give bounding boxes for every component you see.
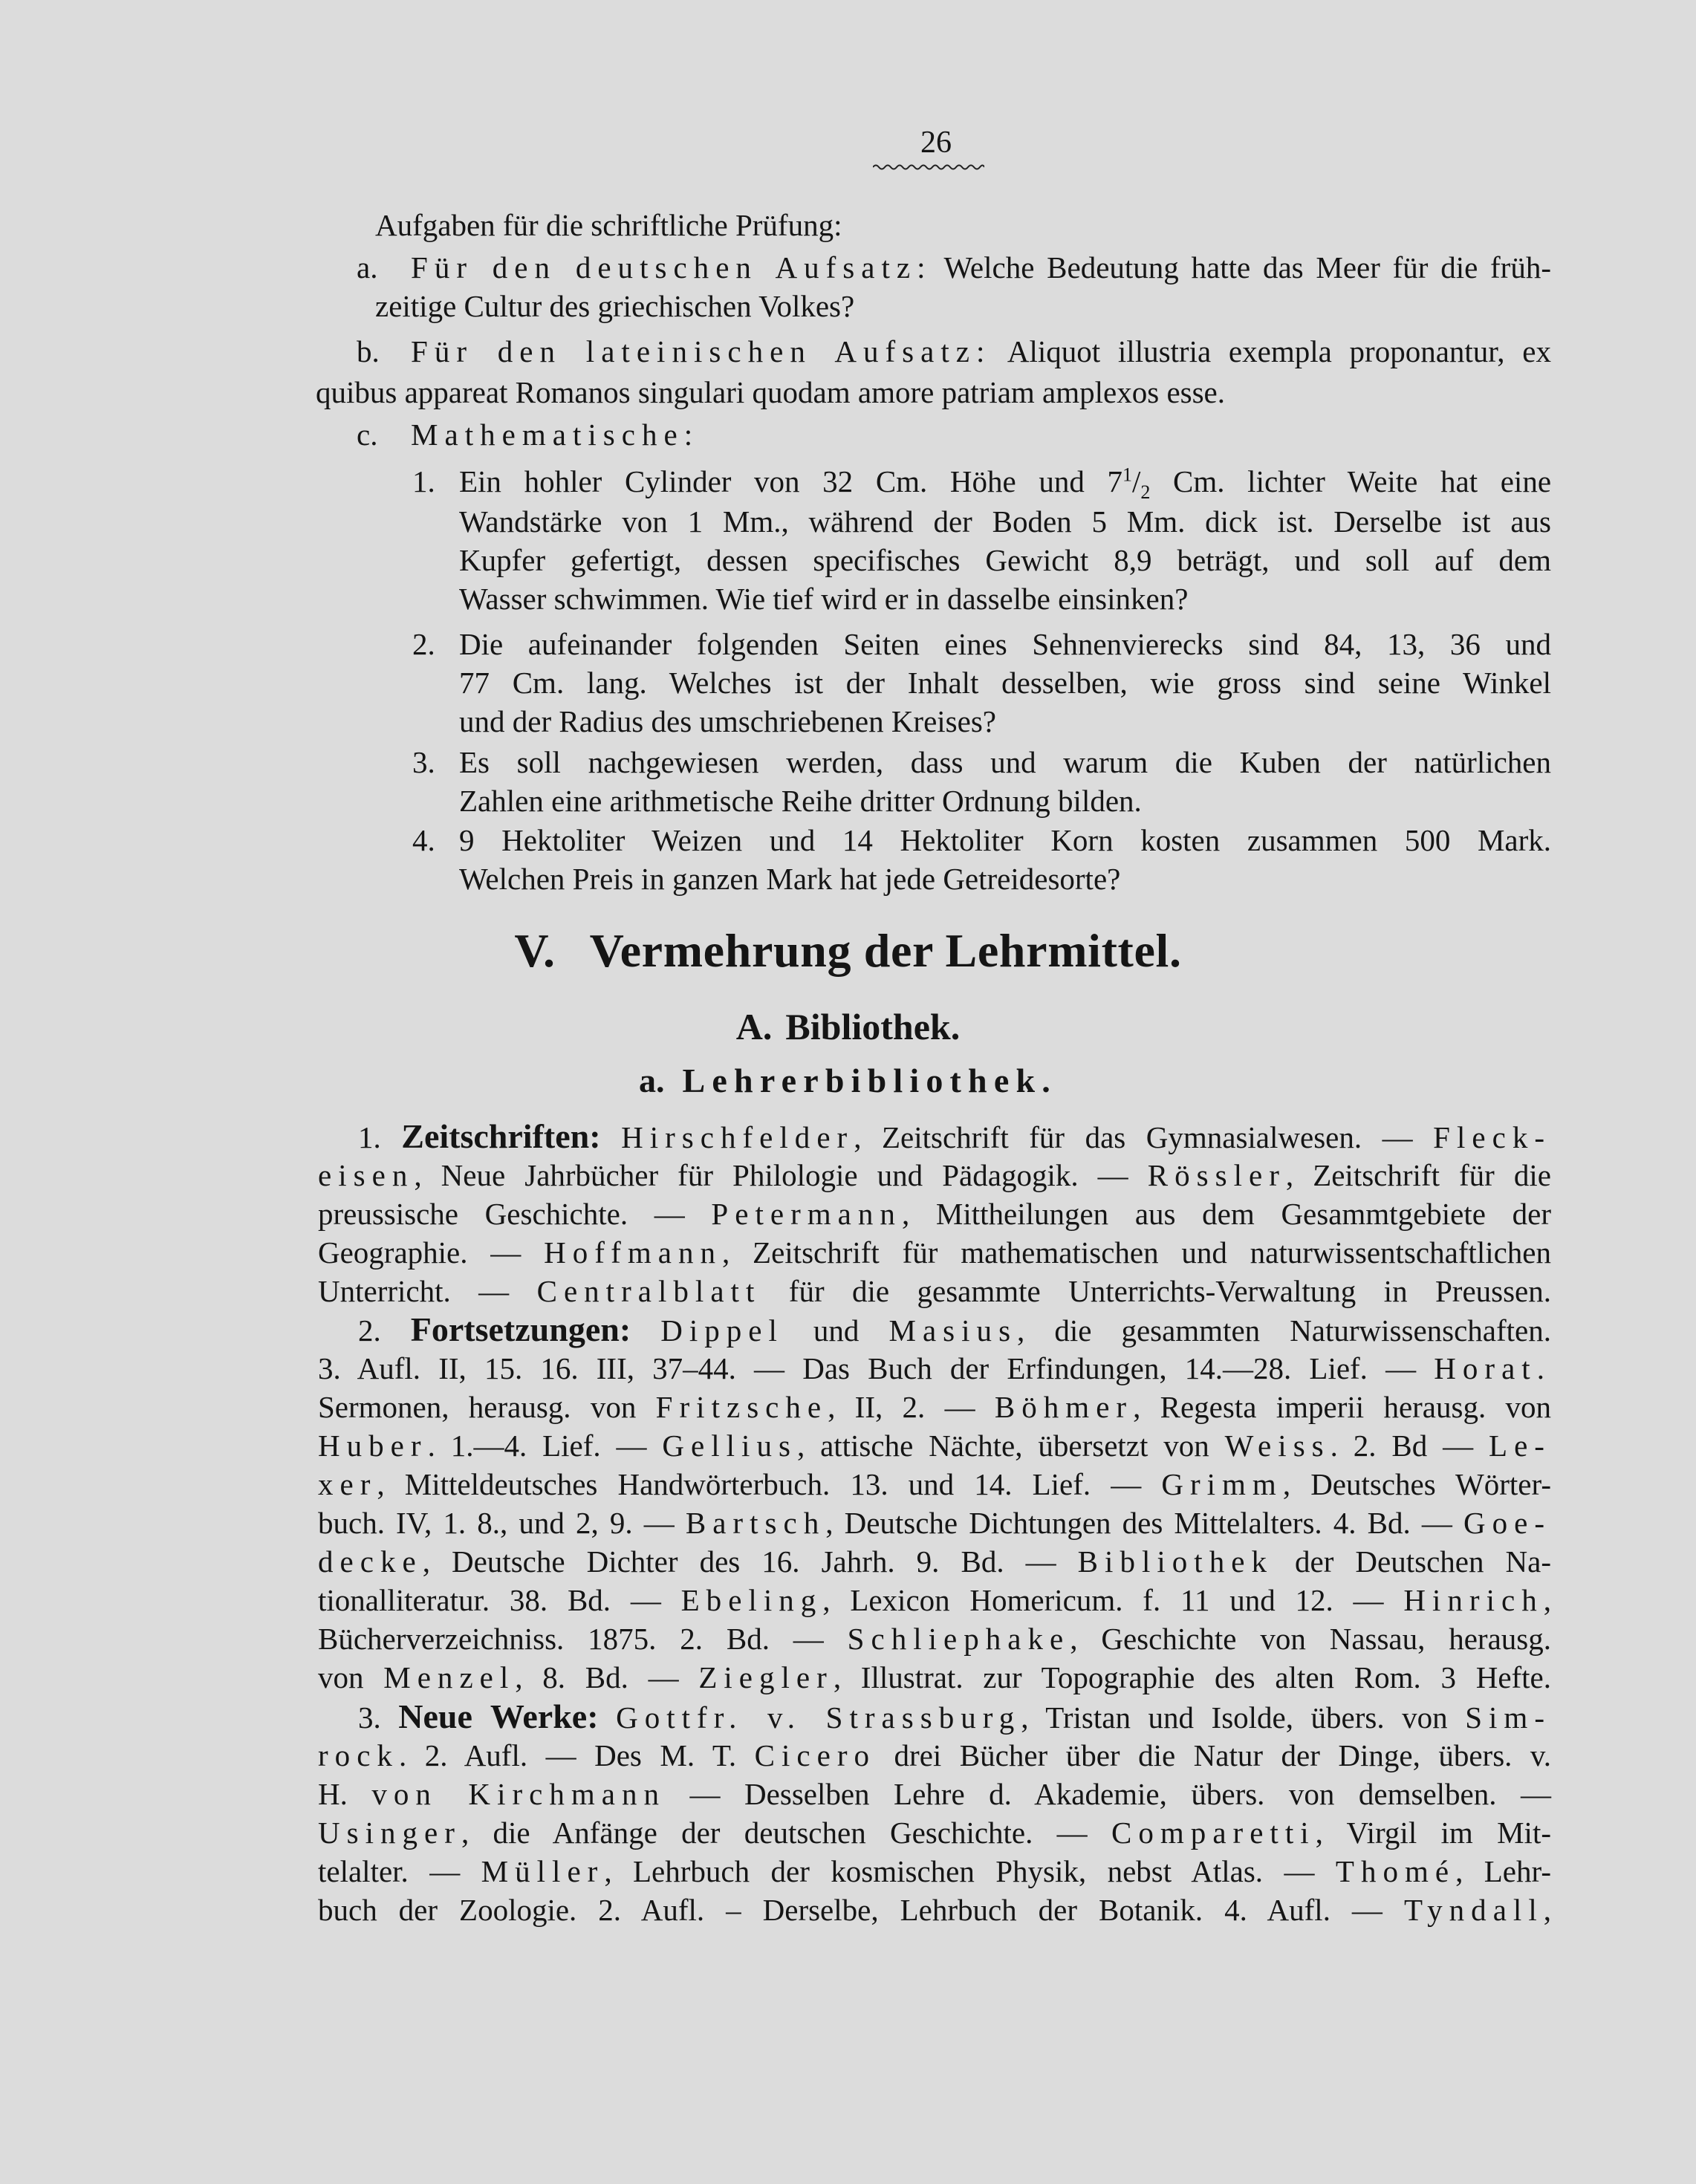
text: , Mitteldeutsches Handwörterbuch. 13. und 14. Lief. — (377, 1467, 1162, 1501)
text: , Lexicon Homericum. f. 11 und 12. — (822, 1583, 1404, 1617)
text: preussische Geschichte. — (318, 1197, 712, 1231)
p2-heading: Fortsetzungen: (410, 1310, 631, 1348)
p3-line-4 (318, 1814, 1551, 1851)
text: für die gesammte Unterrichts-Verwaltung in Preussen. (761, 1274, 1552, 1308)
text: , Zeitschrift für das Gymnasialwesen. — (854, 1120, 1434, 1154)
task-a-label: Für den deutschen Aufsatz: (411, 250, 932, 285)
text: , 8. Bd. — (515, 1660, 699, 1694)
author-name: Gellius (662, 1429, 797, 1463)
p3-line-1 (358, 1698, 1551, 1735)
author-name: Weiss (1224, 1429, 1331, 1463)
task-c-label: Mathematische: (411, 417, 700, 452)
math-3-num: 3. (412, 745, 435, 779)
section-title: Vermehrung der Lehrmittel. (589, 924, 1182, 977)
section-heading (0, 921, 1696, 981)
text: , Lehrbuch der kosmischen Physik, nebst Atlas. — (604, 1854, 1336, 1888)
text: Unterricht. — (318, 1274, 537, 1308)
author-name: Hoffmann (544, 1235, 723, 1270)
text: , Deutsches Wörter- (1282, 1467, 1551, 1501)
subsubsection-heading (0, 1059, 1696, 1103)
author-name: Thomé (1335, 1854, 1456, 1888)
p2-line-10 (318, 1659, 1551, 1696)
author-name: Böhmer (994, 1390, 1134, 1424)
text: , (1543, 1583, 1551, 1617)
author-name: Ebeling (680, 1583, 823, 1617)
math-2-num: 2. (412, 627, 435, 661)
p1-line-2 (318, 1157, 1551, 1194)
text: , Zeitschrift für die (1285, 1158, 1551, 1192)
p1-line-1 (358, 1118, 1551, 1155)
p2-line-6 (318, 1504, 1551, 1541)
author-name: Tyndall (1403, 1893, 1544, 1927)
math-4-line-2: Welchen Preis in ganzen Mark hat jede Getreidesorte? (459, 862, 1121, 896)
p3-num: 3. (358, 1700, 381, 1735)
author-name: Huber (318, 1429, 428, 1463)
text: . 2. Aufl. — Des M. T. (398, 1738, 755, 1772)
author-name: Bibliothek (1077, 1544, 1273, 1579)
task-a-marker: a. (357, 250, 378, 285)
author-name: Dippel (660, 1313, 784, 1348)
text: Geographie. — (318, 1235, 545, 1270)
p1-num: 1. (358, 1120, 381, 1154)
text: von (318, 1660, 384, 1694)
text: 3. Aufl. II, 15. 16. III, 37–44. — Das Buch der Erfindungen, 14.—28. Lief. — (318, 1351, 1435, 1385)
p1-line-4 (318, 1234, 1551, 1271)
author-name: eisen (318, 1158, 415, 1192)
author-name: Hinrich (1403, 1583, 1544, 1617)
math-1-line-1 (459, 463, 1552, 504)
math-2-line-1: Die aufeinander folgenden Seiten eines Sehnenvierecks sind 84, 13, 36 und (459, 627, 1551, 661)
text: , die Anfänge der deutschen Geschichte. — (461, 1816, 1111, 1850)
author-name: Grimm (1161, 1467, 1283, 1501)
text: , Geschichte von Nassau, herausg. (1070, 1622, 1551, 1656)
text: , die gesammten Naturwissenschaften. (1017, 1313, 1551, 1348)
author-name: Le- (1489, 1429, 1551, 1463)
text: , Neue Jahrbücher für Philologie und Pädagogik. — (414, 1158, 1148, 1192)
p2-line-7 (318, 1543, 1551, 1580)
p2-line-8 (318, 1582, 1551, 1619)
author-name: Fleck- (1433, 1120, 1552, 1154)
text: telalter. — (318, 1854, 481, 1888)
p1-heading: Zeitschriften: (401, 1117, 601, 1155)
author-name: von Kirchmann (371, 1777, 666, 1811)
text: , Zeitschrift für mathematischen und naturwissentschaftlichen (722, 1235, 1551, 1270)
text: buch. IV, 1. 8., und 2, 9. — (318, 1506, 686, 1540)
author-name: Goe- (1463, 1506, 1551, 1540)
task-a-line-1 (411, 249, 1551, 286)
author-name: Comparetti (1111, 1816, 1316, 1850)
text: drei Bücher über die Natur der Dinge, übers. v. (876, 1738, 1551, 1772)
author-name: Petermann (711, 1197, 902, 1231)
subsection-number: A. (735, 1006, 773, 1047)
p2-line-9 (318, 1620, 1551, 1657)
math-1-num: 1. (412, 464, 435, 498)
math-2-line-2: 77 Cm. lang. Welches ist der Inhalt desselben, wie gross sind seine Winkel (459, 666, 1551, 700)
section-number: V. (514, 924, 556, 977)
page-number: 26 (920, 126, 952, 160)
math-1-line-4: Wasser schwimmen. Wie tief wird er in dasselbe einsinken? (459, 582, 1189, 616)
p2-line-4 (318, 1427, 1551, 1464)
text: , Tristan und Isolde, übers. von (1021, 1700, 1466, 1735)
exam-intro: Aufgaben für die schriftliche Prüfung: (375, 208, 842, 242)
math-3-line-1: Es soll nachgewiesen werden, dass und warum die Kuben der natürlichen (459, 745, 1551, 779)
author-name: Masius (888, 1313, 1018, 1348)
p3-line-3 (318, 1775, 1551, 1813)
author-name: Centralblatt (536, 1274, 761, 1308)
subsubsection-number: a. (639, 1062, 665, 1099)
subsection-title: Bibliothek. (785, 1006, 961, 1047)
text: . 2. Bd — (1330, 1429, 1489, 1463)
text: und (783, 1313, 889, 1348)
subsubsection-title: Lehrerbibliothek. (682, 1062, 1057, 1099)
task-b-marker: b. (357, 334, 380, 368)
author-name: Ziegler (698, 1660, 834, 1694)
text: Bücherverzeichniss. 1875. 2. Bd. — (318, 1622, 848, 1656)
p2-num: 2. (358, 1313, 381, 1348)
p2-line-2 (318, 1350, 1551, 1387)
p2-line-5 (318, 1466, 1551, 1503)
author-name: Gottfr. v. Strassburg (616, 1700, 1021, 1735)
p2-line-3 (318, 1388, 1551, 1426)
p1-line-5 (318, 1273, 1551, 1310)
author-name: Fritzsche (655, 1390, 828, 1424)
author-name: Müller (481, 1854, 605, 1888)
task-b-line-1 (411, 333, 1551, 370)
p2-line-1 (358, 1311, 1551, 1348)
task-b-label: Für den lateinischen Aufsatz: (411, 334, 992, 368)
author-name: Usinger (318, 1816, 461, 1850)
text: buch der Zoologie. 2. Aufl. – Derselbe, Lehrbuch der Botanik. 4. Aufl. — (318, 1893, 1404, 1927)
page-number-ornament (873, 162, 984, 172)
task-a-line-2: zeitige Cultur des griechischen Volkes? (375, 289, 855, 323)
author-name: xer (318, 1467, 377, 1501)
task-b-text: Aliquot illustria exempla proponantur, ex (1007, 334, 1551, 368)
task-c-marker: c. (357, 417, 378, 452)
author-name: rock (318, 1738, 399, 1772)
p3-line-6 (318, 1891, 1551, 1928)
author-name: Schliephake (847, 1622, 1070, 1656)
text: tionalliteratur. 38. Bd. — (318, 1583, 681, 1617)
author-name: decke (318, 1544, 423, 1579)
task-a-text: Welche Bedeutung hatte das Meer für die früh- (943, 250, 1551, 285)
text: , attische Nächte, übersetzt von (796, 1429, 1225, 1463)
text: , Virgil im Mit- (1315, 1816, 1551, 1850)
math-1-line-2: Wandstärke von 1 Mm., während der Boden 5 Mm. dick ist. Derselbe ist aus (459, 504, 1551, 539)
fraction-slash: / (1132, 464, 1141, 498)
math-1-line-3: Kupfer gefertigt, dessen specifisches Gewicht 8,9 beträgt, und soll auf dem (459, 543, 1551, 577)
text: — Desselben Lehre d. Akademie, übers. von demselben. — (666, 1777, 1551, 1811)
task-b-line-2: quibus appareat Romanos singulari quodam amore patriam amplexos esse. (316, 375, 1225, 409)
text: H. (318, 1777, 372, 1811)
text: , Lehr- (1455, 1854, 1551, 1888)
author-name: Menzel (383, 1660, 516, 1694)
p3-line-2 (318, 1737, 1551, 1774)
text: , Deutsche Dichtungen des Mittelalters. 4. Bd. — (825, 1506, 1463, 1540)
math-1-text: Ein hohler Cylinder von 32 Cm. Höhe und 7 (459, 464, 1123, 498)
text: , Regesta imperii herausg. von (1133, 1390, 1551, 1424)
author-name: Hirschfelder (621, 1120, 854, 1154)
fraction-denominator: 2 (1140, 481, 1151, 504)
author-name: Cicero (754, 1738, 877, 1772)
math-1-text-end: Cm. lichter Weite hat eine (1150, 464, 1552, 498)
fraction-numerator: 1 (1122, 464, 1133, 486)
text: , Illustrat. zur Topographie des alten Rom. 3 Hefte. (833, 1660, 1552, 1694)
text: , Mittheilungen aus dem Gesammtgebiete der (901, 1197, 1551, 1231)
math-4-num: 4. (412, 823, 435, 857)
author-name: Rössler (1147, 1158, 1286, 1192)
p1-line-3 (318, 1195, 1551, 1232)
text: Sermonen, herausg. von (318, 1390, 656, 1424)
math-4-line-1: 9 Hektoliter Weizen und 14 Hektoliter Korn kosten zusammen 500 Mark. (459, 823, 1551, 857)
p3-heading: Neue Werke: (398, 1697, 599, 1735)
text: , II, 2. — (828, 1390, 995, 1424)
author-name: Horat. (1434, 1351, 1551, 1385)
text: der Deutschen Na- (1273, 1544, 1551, 1579)
author-name: Bartsch (685, 1506, 826, 1540)
author-name: Sim- (1465, 1700, 1552, 1735)
math-3-line-2: Zahlen eine arithmetische Reihe dritter Ordnung bilden. (459, 784, 1142, 818)
text: , Deutsche Dichter des 16. Jahrh. 9. Bd. — (422, 1544, 1078, 1579)
math-2-line-3: und der Radius des umschriebenen Kreises? (459, 704, 996, 738)
subsection-heading (0, 1003, 1696, 1050)
text: . 1.—4. Lief. — (427, 1429, 663, 1463)
p3-line-5 (318, 1853, 1551, 1890)
text: , (1543, 1893, 1551, 1927)
